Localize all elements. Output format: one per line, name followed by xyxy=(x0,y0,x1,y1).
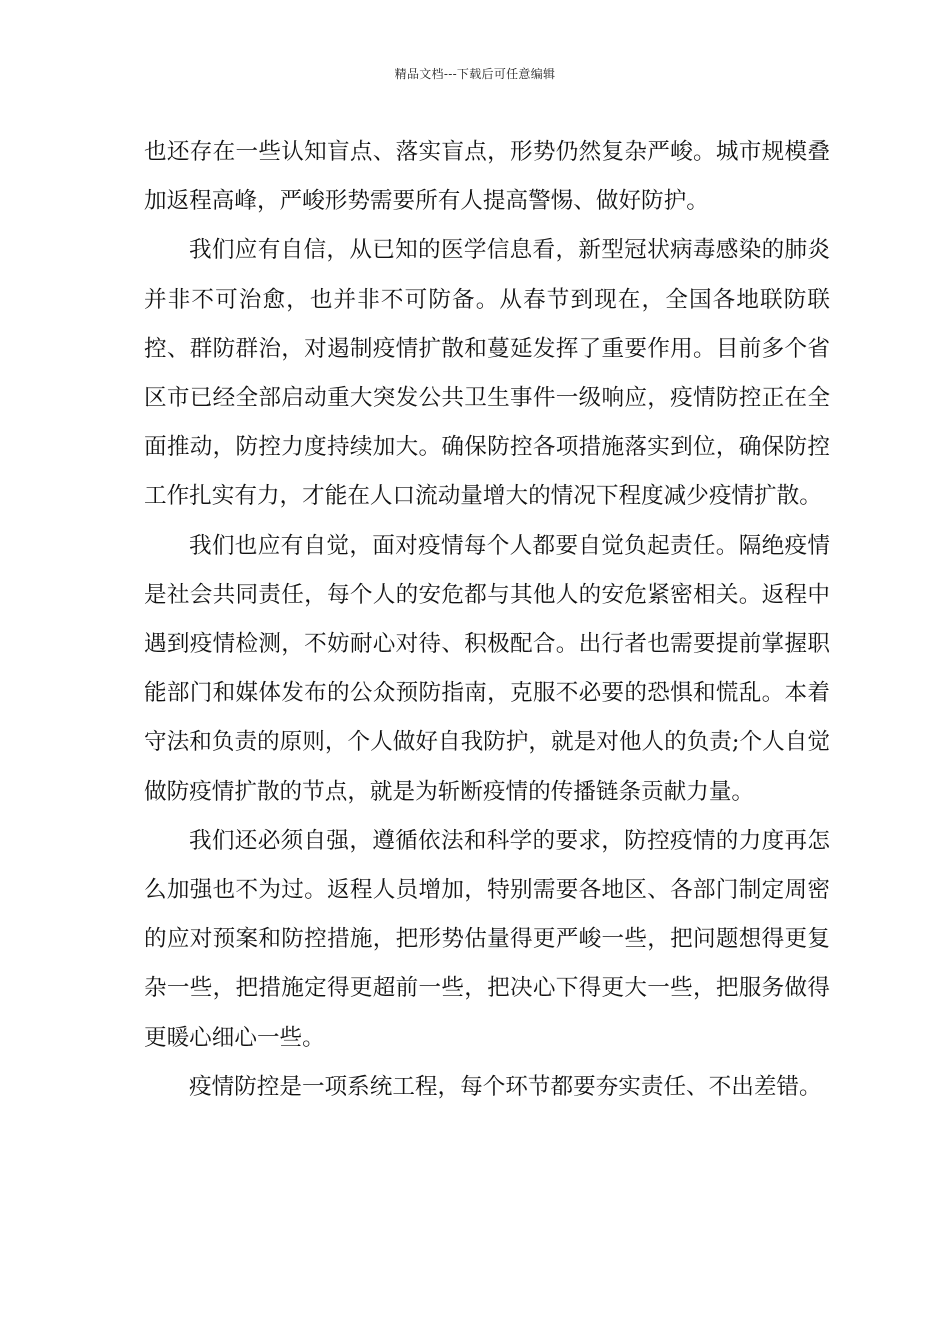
paragraph-2: 我们应有自信，从已知的医学信息看，新型冠状病毒感染的肺炎并非不可治愈，也并非不可防备。从春节到现在，全国各地联防联控、群防群治，对遏制疫情扩散和蔓延发挥了重要作用。目前多个省区市已经全部启动重大突发公共卫生事件一级响应，疫情防控正在全面推动，防控力度持续加大。确保防控各项措施落实到位，确保防控工作扎实有力，才能在人口流动量增大的情况下程度减少疫情扩散。 xyxy=(144,237,830,510)
paragraph-1: 也还存在一些认知盲点、落实盲点，形势仍然复杂严峻。城市规模叠加返程高峰，严峻形势需要所有人提高警惕、做好防护。 xyxy=(144,139,830,215)
document-body xyxy=(144,128,830,1112)
paragraph-3: 我们也应有自觉，面对疫情每个人都要自觉负起责任。隔绝疫情是社会共同责任，每个人的安危都与其他人的安危紧密相关。返程中遇到疫情检测，不妨耐心对待、积极配合。出行者也需要提前掌握职能部门和媒体发布的公众预防指南，克服不必要的恐惧和慌乱。本着守法和负责的原则，个人做好自我防护，就是对他人的负责;个人自觉做防疫情扩散的节点，就是为斩断疫情的传播链条贡献力量。 xyxy=(144,532,830,805)
paragraph-5: 疫情防控是一项系统工程，每个环节都要夯实责任、不出差错。 xyxy=(189,1073,822,1100)
paragraph-4: 我们还必须自强，遵循依法和科学的要求，防控疫情的力度再怎么加强也不为过。返程人员增加，特别需要各地区、各部门制定周密的应对预案和防控措施，把形势估量得更严峻一些，把问题想得更复杂一些，把措施定得更超前一些，把决心下得更大一些，把服务做得更暖心细心一些。 xyxy=(144,827,830,1051)
page-header: 精品文档---下载后可任意编辑 xyxy=(394,67,556,81)
